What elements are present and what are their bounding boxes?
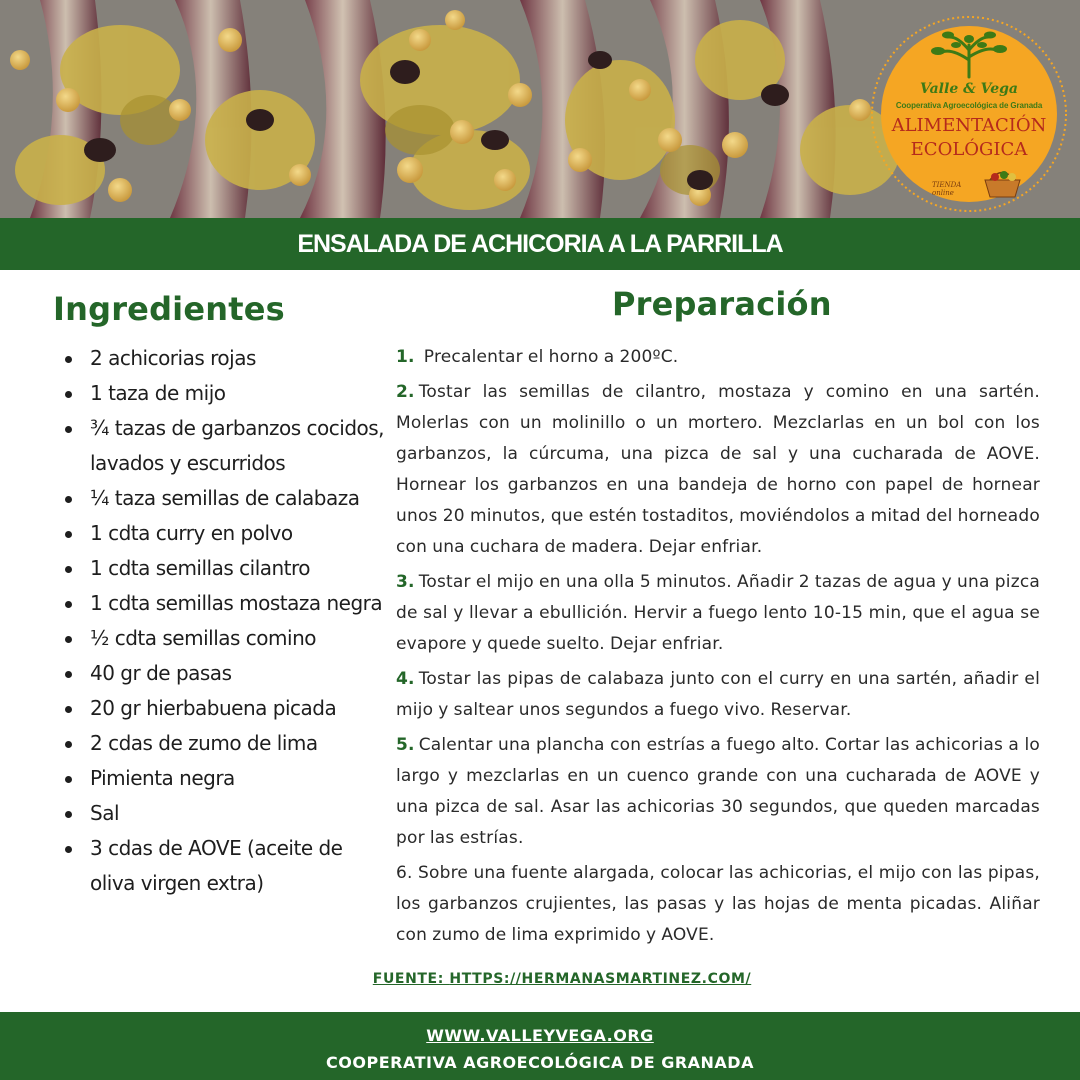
source-line — [0, 971, 1080, 987]
source-link[interactable]: HTTPS://HERMANASMARTINEZ.COM/ — [449, 971, 752, 987]
preparation-step — [396, 858, 1040, 951]
step-number: 2. — [396, 382, 415, 402]
logo-shop-label: TIENDA online — [932, 181, 962, 197]
preparation-steps — [396, 342, 1040, 955]
step-number: 3. — [396, 572, 415, 592]
ingredient-item: 3 cdas de AOVE (aceite de oliva virgen extra) — [62, 831, 392, 901]
ingredients-heading: Ingredientes — [53, 290, 285, 328]
ingredient-item: 2 cdas de zumo de lima — [62, 726, 392, 761]
step-text: Tostar el mijo en una olla 5 minutos. Añadir 2 tazas de agua y una pizca de sal y llevar a ebullición. Hervir a fuego lento 10-15 min, que el agua se evapore y quede suelto. Dejar enfriar. — [396, 572, 1040, 654]
ingredient-item: 2 achicorias rojas — [62, 341, 392, 376]
preparation-step — [396, 342, 1040, 373]
ingredient-item: 1 cdta curry en polvo — [62, 516, 392, 551]
step-number: 5. — [396, 735, 415, 755]
ingredient-item: 20 gr hierbabuena picada — [62, 691, 392, 726]
valle-vega-logo — [870, 15, 1068, 213]
ingredients-list — [62, 341, 392, 901]
source-label: FUENTE: — [372, 971, 450, 987]
logo-cooperative: Cooperativa Agroecológica de Granada — [895, 101, 1043, 110]
step-text: Precalentar el horno a 200ºC. — [418, 347, 679, 367]
preparation-heading: Preparación — [612, 285, 832, 323]
preparation-step — [396, 730, 1040, 854]
footer-website-link[interactable]: WWW.VALLEYVEGA.ORG — [426, 1026, 654, 1045]
step-number: 1. — [396, 347, 415, 367]
ingredient-item: 1 cdta semillas mostaza negra — [62, 586, 392, 621]
logo-brand-name: Valle & Vega — [920, 81, 1018, 97]
ingredient-item: ¼ taza semillas de calabaza — [62, 481, 392, 516]
step-text: Tostar las pipas de calabaza junto con el curry en una sartén, añadir el mijo y saltear unos segundos a fuego vivo. Reservar. — [396, 669, 1040, 720]
ingredient-item: Sal — [62, 796, 392, 831]
step-number: 4. — [396, 669, 415, 689]
footer — [0, 1012, 1080, 1080]
step-text: Calentar una plancha con estrías a fuego alto. Cortar las achicorias a lo largo y mezclarlas en un cuenco grande con una cucharada de AOVE y una pizca de sal. Asar las achicorias 30 segundos, que queden marcadas por las estrías. — [396, 735, 1040, 848]
ingredient-item: 1 cdta semillas cilantro — [62, 551, 392, 586]
step-text: Tostar las semillas de cilantro, mostaza y comino en una sartén. Molerlas con un molinillo o un mortero. Mezclarlas en un bol con los garbanzos, la cúrcuma, una pizca de sal y una cucharada de AOVE. Hornear los garbanzos en una bandeja de horno con papel de hornear unos 20 minutos, que estén tostaditos, moviéndolos a mitad del horneado con una cuchara de madera. Dejar enfriar. — [396, 382, 1040, 557]
recipe-title: ENSALADA DE ACHICORIA A LA PARRILLA — [297, 229, 783, 258]
preparation-step — [396, 567, 1040, 660]
ingredient-item: ¾ tazas de garbanzos cocidos, lavados y escurridos — [62, 411, 392, 481]
ingredient-item: ½ cdta semillas comino — [62, 621, 392, 656]
ingredient-item: Pimienta negra — [62, 761, 392, 796]
step-text: 6. Sobre una fuente alargada, colocar las achicorias, el mijo con las pipas, los garbanzos crujientes, las pasas y las hojas de menta picadas. Aliñar con zumo de lima exprimido y AOVE. — [396, 863, 1040, 945]
ingredient-item: 1 taza de mijo — [62, 376, 392, 411]
logo-title-line1: ALIMENTACIÓN — [891, 115, 1047, 136]
title-bar — [0, 218, 1080, 270]
preparation-step — [396, 664, 1040, 726]
footer-organization: COOPERATIVA AGROECOLÓGICA DE GRANADA — [326, 1053, 754, 1072]
preparation-step — [396, 377, 1040, 563]
ingredient-item: 40 gr de pasas — [62, 656, 392, 691]
logo-title-line2: ECOLÓGICA — [910, 139, 1028, 160]
